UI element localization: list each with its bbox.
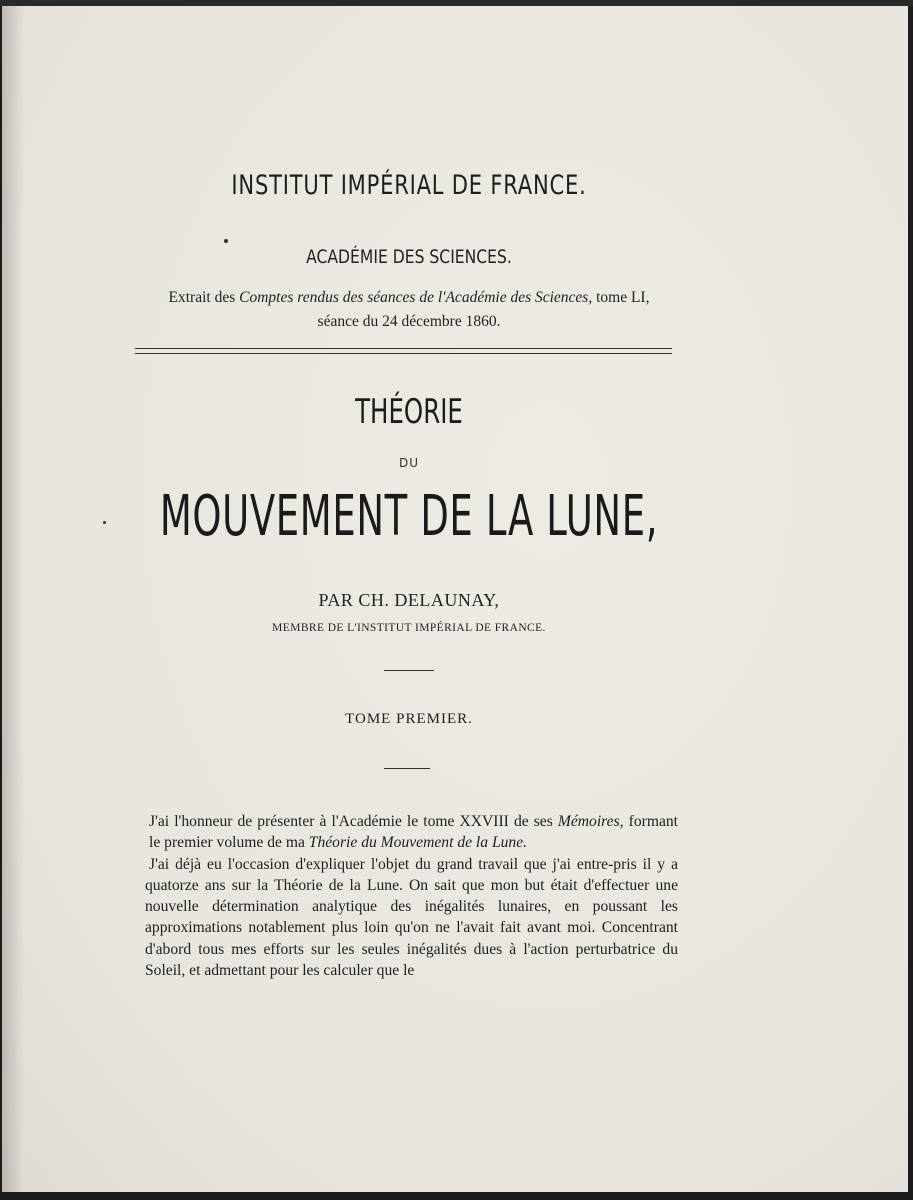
ink-speck [224, 239, 228, 243]
body-text [145, 811, 678, 981]
title-mouvement: MOUVEMENT DE LA LUNE, [159, 484, 659, 549]
p1-text-a: J'ai l'honneur de présenter à l'Académie le tome XXVIII de ses [149, 813, 558, 830]
paragraph-1 [145, 811, 678, 854]
author-affiliation: MEMBRE DE L'INSTITUT IMPÉRIAL DE FRANCE. [272, 622, 546, 634]
seance-line: séance du 24 décembre 1860. [317, 313, 501, 330]
p1-italic-theorie: Théorie du Mouvement de la Lune. [308, 834, 528, 852]
ink-speck [103, 521, 106, 524]
extrait-line [2, 289, 816, 307]
p1-italic-memoires: Mémoires, [557, 813, 624, 830]
title-theorie: THÉORIE [355, 392, 463, 432]
short-rule-lower [384, 768, 430, 769]
tome-heading: TOME PREMIER. [345, 711, 473, 727]
title-du: DU [398, 456, 420, 470]
extrait-prefix: Extrait des [168, 289, 240, 306]
institut-heading: INSTITUT IMPÉRIAL DE FRANCE. [231, 170, 587, 201]
double-rule-lower [135, 353, 672, 354]
double-rule-upper [135, 348, 672, 349]
author-line: PAR CH. DELAUNAY, [318, 590, 500, 610]
extrait-italic: Comptes rendus des séances de l'Académie des Sciences, [239, 289, 593, 306]
document-page [2, 6, 908, 1192]
p1-text-c: formant le premier volume de ma [149, 813, 678, 852]
extrait-suffix: tome LI, [592, 289, 650, 306]
academie-heading: ACADÉMIE DES SCIENCES. [306, 246, 512, 268]
short-rule-upper [384, 670, 434, 671]
paragraph-2: J'ai déjà eu l'occasion d'expliquer l'objet du grand travail que j'ai entre-pris il y a quatorze ans sur la Théorie de la Lune. On sait que mon but était d'effectuer une nouvelle détermination analytique des inégalités lunaires, en poussant les approximations notablement plus loin qu'on ne l'avait fait avant moi. Concentrant d'abord tous mes efforts sur les seules inégalités dues à l'action perturbatrice du Soleil, et admettant pour les calculer que le [145, 855, 678, 980]
